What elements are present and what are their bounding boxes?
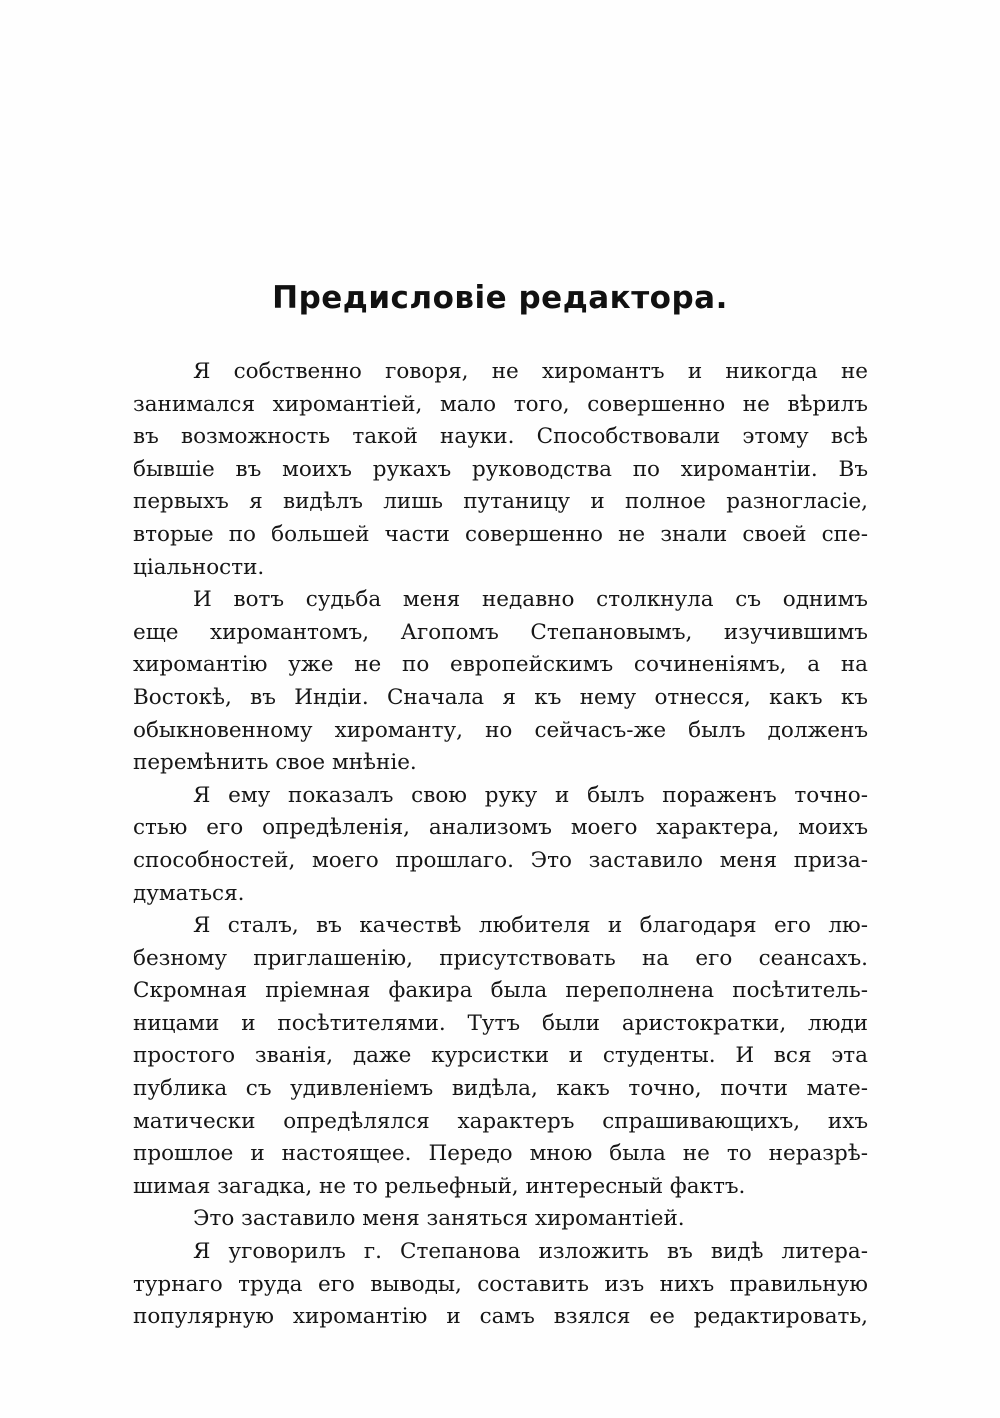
text-line: перемѣнить свое мнѣніе.: [133, 750, 417, 776]
text-line: Я сталъ, въ качествѣ любителя и благодаря его лю-: [193, 913, 868, 939]
text-line: еще хиромантомъ, Агопомъ Степановымъ, изучившимъ: [133, 619, 868, 645]
text-line: хиромантію уже не по европейскимъ сочиненіямъ, а на: [133, 652, 868, 678]
text-line: въ возможность такой науки. Способствовали этому всѣ: [133, 424, 868, 450]
text-line: обыкновенному хироманту, но сейчасъ-же былъ долженъ: [133, 717, 868, 743]
text-line: бывшіе въ моихъ рукахъ руководства по хиромантіи. Въ: [133, 456, 868, 482]
text-line: ницами и посѣтителями. Тутъ были аристократки, люди: [133, 1010, 868, 1036]
text-line: ціальности.: [133, 554, 265, 580]
text-line: Это заставило меня заняться хиромантіей.: [193, 1206, 685, 1232]
text-line: прошлое и настоящее. Передо мною была не то неразрѣ-: [133, 1141, 868, 1167]
text-line: простого званія, даже курсистки и студенты. И вся эта: [133, 1043, 868, 1069]
text-line: турнаго труда его выводы, составить изъ нихъ правильную: [133, 1271, 868, 1297]
text-line: вторые по большей части совершенно не знали своей спе-: [133, 521, 868, 547]
text-line: занимался хиромантіей, мало того, совершенно не вѣрилъ: [133, 391, 868, 417]
page-title: Предисловіе редактора.: [272, 280, 728, 316]
text-line: популярную хиромантію и самъ взялся ее редактировать,: [133, 1304, 868, 1330]
text-line: Я ему показалъ свою руку и былъ пораженъ точно-: [193, 782, 868, 808]
text-line: И вотъ судьба меня недавно столкнула съ однимъ: [193, 587, 868, 613]
text-line: Я уговорилъ г. Степанова изложить въ видѣ литера-: [193, 1239, 868, 1265]
text-line: Я собственно говоря, не хиромантъ и никогда не: [193, 359, 868, 384]
text-line: стью его опредѣленія, анализомъ моего характера, моихъ: [133, 815, 868, 841]
text-line: безному приглашенію, присутствовать на его сеансахъ.: [133, 945, 868, 971]
text-line: думаться.: [133, 880, 245, 906]
text-line: публика съ удивленіемъ видѣла, какъ точно, почти мате-: [133, 1076, 868, 1102]
text-line: матически опредѣлялся характеръ спрашивающихъ, ихъ: [133, 1108, 868, 1134]
text-line: шимая загадка, не то рельефный, интересный фактъ.: [133, 1173, 746, 1199]
text-line: Востокѣ, въ Индіи. Сначала я къ нему отнесся, какъ къ: [133, 684, 868, 710]
text-line: Скромная пріемная факира была переполнена посѣтитель-: [133, 978, 868, 1004]
text-line: способностей, моего прошлаго. Это заставило меня приза-: [133, 847, 868, 873]
text-line: первыхъ я видѣлъ лишь путаницу и полное разногласіе,: [133, 489, 868, 515]
preface-text: [133, 356, 868, 1334]
